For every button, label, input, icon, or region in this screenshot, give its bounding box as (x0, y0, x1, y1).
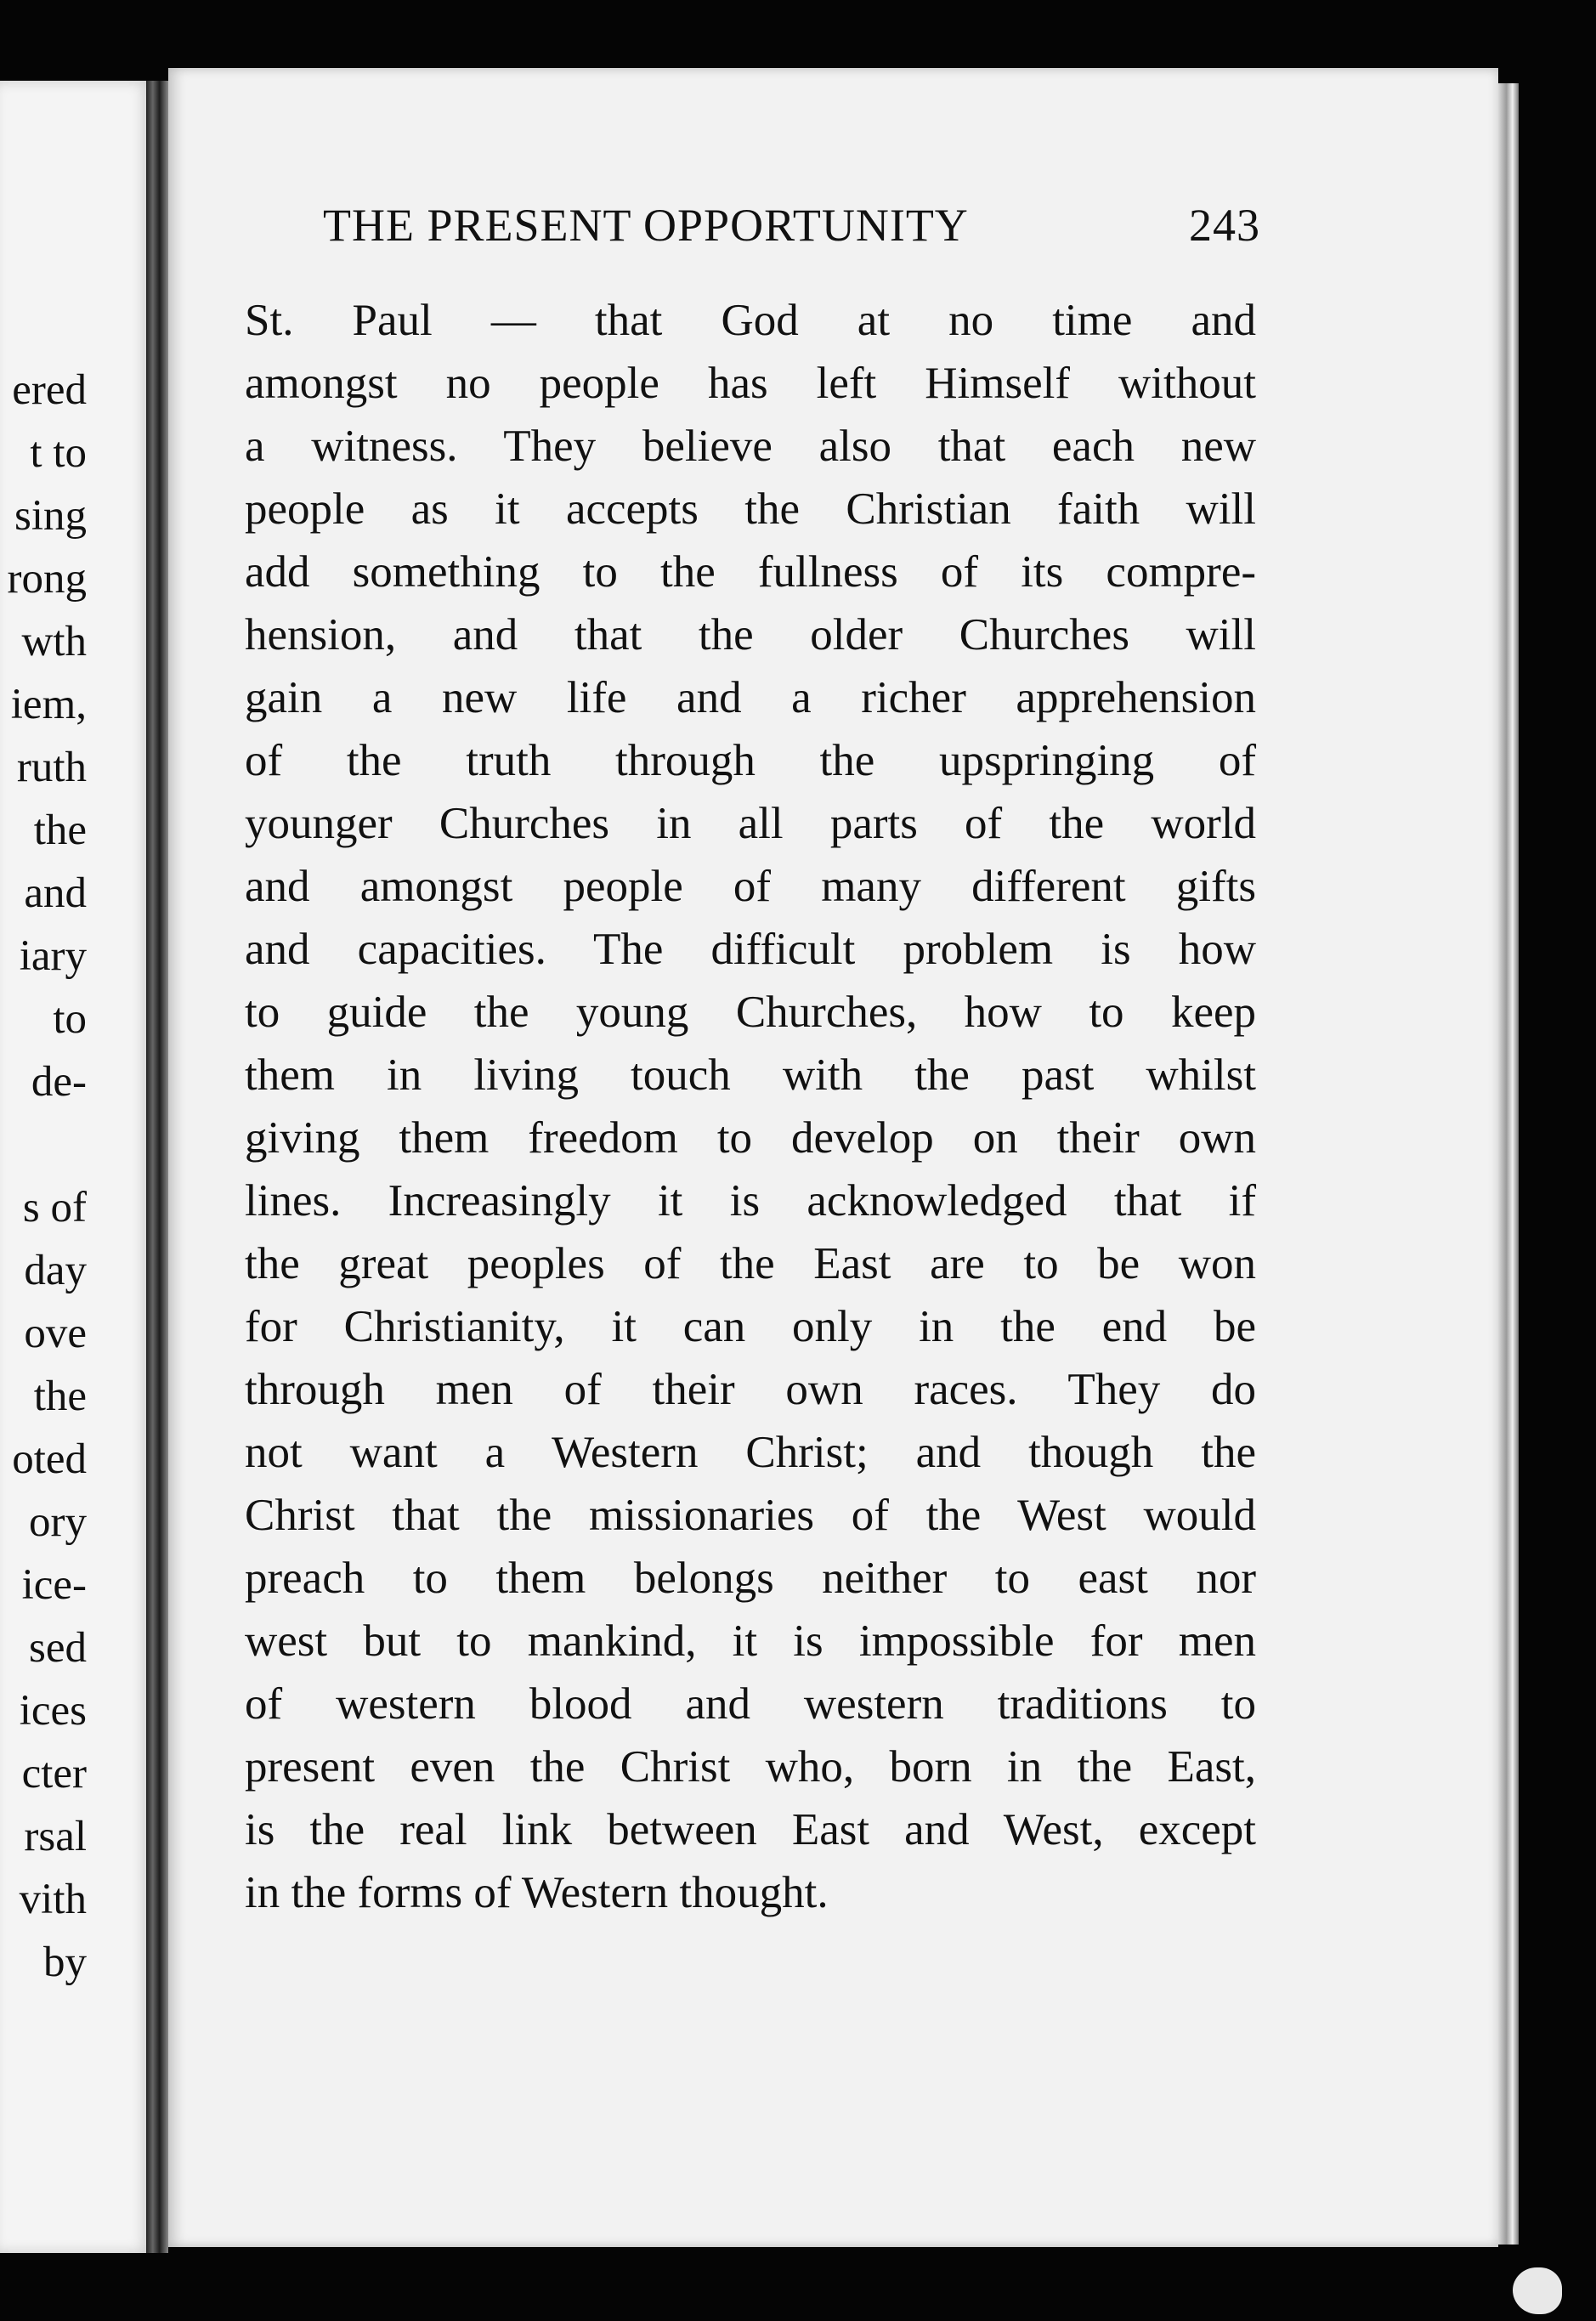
left-page-edge (0, 81, 151, 2253)
body-line: through men of their own races. They do (245, 1365, 1256, 1414)
left-page-fragment: ered (12, 366, 87, 414)
body-line: for Christianity, it can only in the end be (245, 1302, 1256, 1351)
body-line: to guide the young Churches, how to keep (245, 988, 1256, 1037)
body-line: of western blood and western traditions to (245, 1679, 1256, 1729)
left-page-fragment: to (53, 995, 87, 1043)
body-line: west but to mankind, it is impossible for men (245, 1616, 1256, 1666)
left-page-fragment: ory (29, 1498, 87, 1546)
left-page-fragment: vith (19, 1876, 87, 1923)
left-page-fragment: rong (7, 555, 87, 603)
body-line: a witness. They believe also that each new (245, 422, 1256, 471)
body-line: St. Paul — that God at no time and (245, 296, 1256, 345)
running-head: THE PRESENT OPPORTUNITY (323, 200, 969, 251)
body-line: amongst no people has left Himself without (245, 359, 1256, 408)
body-line: people as it accepts the Christian faith will (245, 484, 1256, 534)
book-gutter-shadow (146, 81, 168, 2253)
left-page-fragment: day (24, 1247, 87, 1294)
body-line: the great peoples of the East are to be won (245, 1239, 1256, 1288)
left-page-fragment: iary (19, 932, 87, 980)
body-line: in the forms of Western thought. (245, 1868, 829, 1917)
body-line: hension, and that the older Churches will (245, 610, 1256, 660)
left-page-fragment: the (33, 807, 87, 854)
left-page-fragment: t to (30, 429, 87, 477)
left-page-fragment: ove (24, 1310, 87, 1357)
left-page-fragment: ruth (16, 744, 87, 791)
body-line: gain a new life and a richer apprehension (245, 673, 1256, 722)
left-page-fragment: cter (21, 1750, 87, 1797)
right-page-edge (1498, 83, 1519, 2245)
scan-corner-mark (1513, 2267, 1562, 2314)
body-line: lines. Increasingly it is acknowledged that if (245, 1176, 1256, 1226)
body-line: and amongst people of many different gifts (245, 862, 1256, 911)
left-page-fragment: ices (19, 1687, 87, 1735)
left-page-text-fragments (0, 359, 87, 1994)
left-page-fragment: sed (29, 1624, 87, 1672)
left-page-fragment: iem, (10, 681, 87, 728)
left-page-fragment: s of (22, 1184, 87, 1231)
left-page-fragment: oted (12, 1435, 87, 1483)
body-line: not want a Western Christ; and though the (245, 1428, 1256, 1477)
left-page-fragment: rsal (24, 1813, 87, 1860)
body-line: add something to the fullness of its compre- (245, 547, 1256, 597)
body-line: and capacities. The difficult problem is how (245, 925, 1256, 974)
body-line: Christ that the missionaries of the West would (245, 1491, 1256, 1540)
body-line: younger Churches in all parts of the world (245, 799, 1256, 848)
left-page-blank-line (0, 1113, 87, 1176)
left-page-fragment: and (24, 869, 87, 917)
body-line: of the truth through the upspringing of (245, 736, 1256, 785)
left-page-fragment: de- (31, 1058, 87, 1106)
body-line: giving them freedom to develop on their own (245, 1113, 1256, 1163)
left-page-fragment: sing (14, 492, 87, 540)
page-number: 243 (1189, 200, 1260, 251)
body-line: preach to them belongs neither to east nor (245, 1554, 1256, 1603)
left-page-fragment: the (33, 1373, 87, 1420)
body-line: them in living touch with the past whilst (245, 1050, 1256, 1100)
page-header (323, 199, 1260, 252)
body-line: present even the Christ who, born in the East, (245, 1742, 1256, 1792)
left-page-fragment: by (43, 1939, 87, 1986)
page-body-text (245, 289, 1256, 1924)
left-page-fragment: wth (21, 618, 87, 665)
body-line: is the real link between East and West, except (245, 1805, 1256, 1854)
left-page-fragment: ice- (21, 1561, 87, 1609)
